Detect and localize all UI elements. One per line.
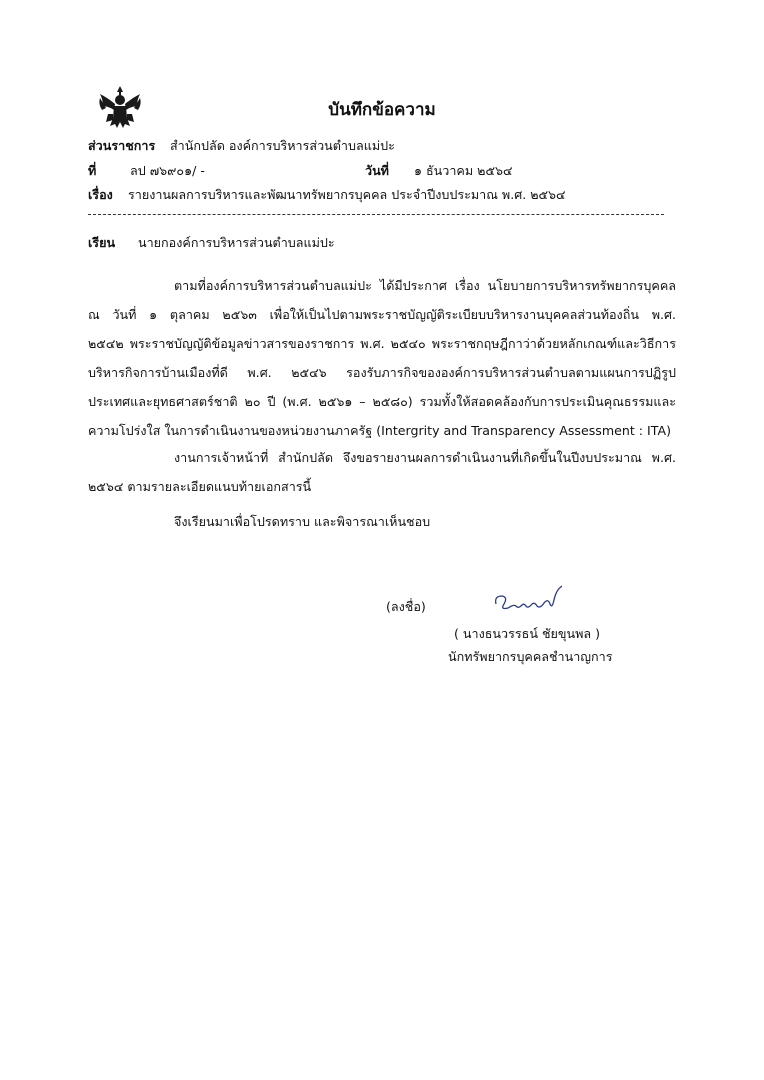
subject-label: เรื่อง: [88, 187, 113, 202]
paragraph-2: [88, 443, 676, 501]
ref-value: ลป ๗๖๙๐๑/ -: [130, 163, 205, 178]
paragraph-line: ๒๕๔๒ พระราชบัญญัติข้อมูลข่าวสารของราชการ พ.ศ. ๒๕๔๐ พระราชกฤษฎีกาว่าด้วยหลักเกณฑ์และวิธีการ: [88, 336, 676, 351]
header-divider: [88, 214, 664, 215]
paragraph-line: ความโปร่งใส ในการดำเนินงานของหน่วยงานภาครัฐ (Intergrity and Transparency Assessment : ITA): [88, 423, 671, 438]
agency-label: ส่วนราชการ: [88, 138, 156, 153]
paragraph-line: ณ วันที่ ๑ ตุลาคม ๒๕๖๓ เพื่อให้เป็นไปตามพระราชบัญญัติระเบียบบริหารงานบุคคลส่วนท้องถิ่น พ.ศ.: [88, 307, 676, 322]
paragraph-line: ประเทศและยุทธศาสตร์ชาติ ๒๐ ปี (พ.ศ. ๒๕๖๑ – ๒๕๘๐) รวมทั้งให้สอดคล้องกับการประเมินคุณธรรมและ: [88, 394, 676, 409]
sign-label: (ลงชื่อ): [386, 599, 426, 614]
paragraph-line: ตามที่องค์การบริหารส่วนตำบลแม่ปะ ได้มีประกาศ เรื่อง นโยบายการบริหารทรัพยากรบุคคล: [174, 278, 676, 293]
to-value: นายกองค์การบริหารส่วนตำบลแม่ปะ: [138, 235, 335, 250]
paragraph-1: [88, 271, 676, 445]
subject-value: รายงานผลการบริหารและพัฒนาทรัพยากรบุคคล ประจำปีงบประมาณ พ.ศ. ๒๕๖๔: [128, 187, 566, 202]
closing-text: จึงเรียนมาเพื่อโปรดทราบ และพิจารณาเห็นชอบ: [174, 514, 431, 529]
document-title: บันทึกข้อความ: [328, 100, 436, 120]
signer-name: ( นางธนวรรธน์ ชัยขุนพล ): [454, 626, 601, 641]
agency-value: สำนักปลัด องค์การบริหารส่วนตำบลแม่ปะ: [170, 138, 395, 153]
signer-position: นักทรัพยากรบุคคลชำนาญการ: [448, 649, 613, 664]
ref-label: ที่: [88, 163, 97, 178]
paragraph-line: งานการเจ้าหน้าที่ สำนักปลัด จึงขอรายงานผลการดำเนินงานที่เกิดขึ้นในปีงบประมาณ พ.ศ.: [174, 450, 676, 465]
paragraph-line: ๒๕๖๔ ตามรายละเอียดแนบท้ายเอกสารนี้: [88, 479, 312, 494]
date-value: ๑ ธันวาคม ๒๕๖๔: [414, 163, 513, 178]
paragraph-line: บริหารกิจการบ้านเมืองที่ดี พ.ศ. ๒๕๔๖ รองรับภารกิจขององค์การบริหารส่วนตำบลตามแผนการปฏิรูป: [88, 365, 676, 380]
signature-text: [503, 614, 505, 615]
handwritten-signature: [490, 582, 566, 616]
to-label: เรียน: [88, 235, 116, 250]
date-label: วันที่: [365, 163, 389, 178]
